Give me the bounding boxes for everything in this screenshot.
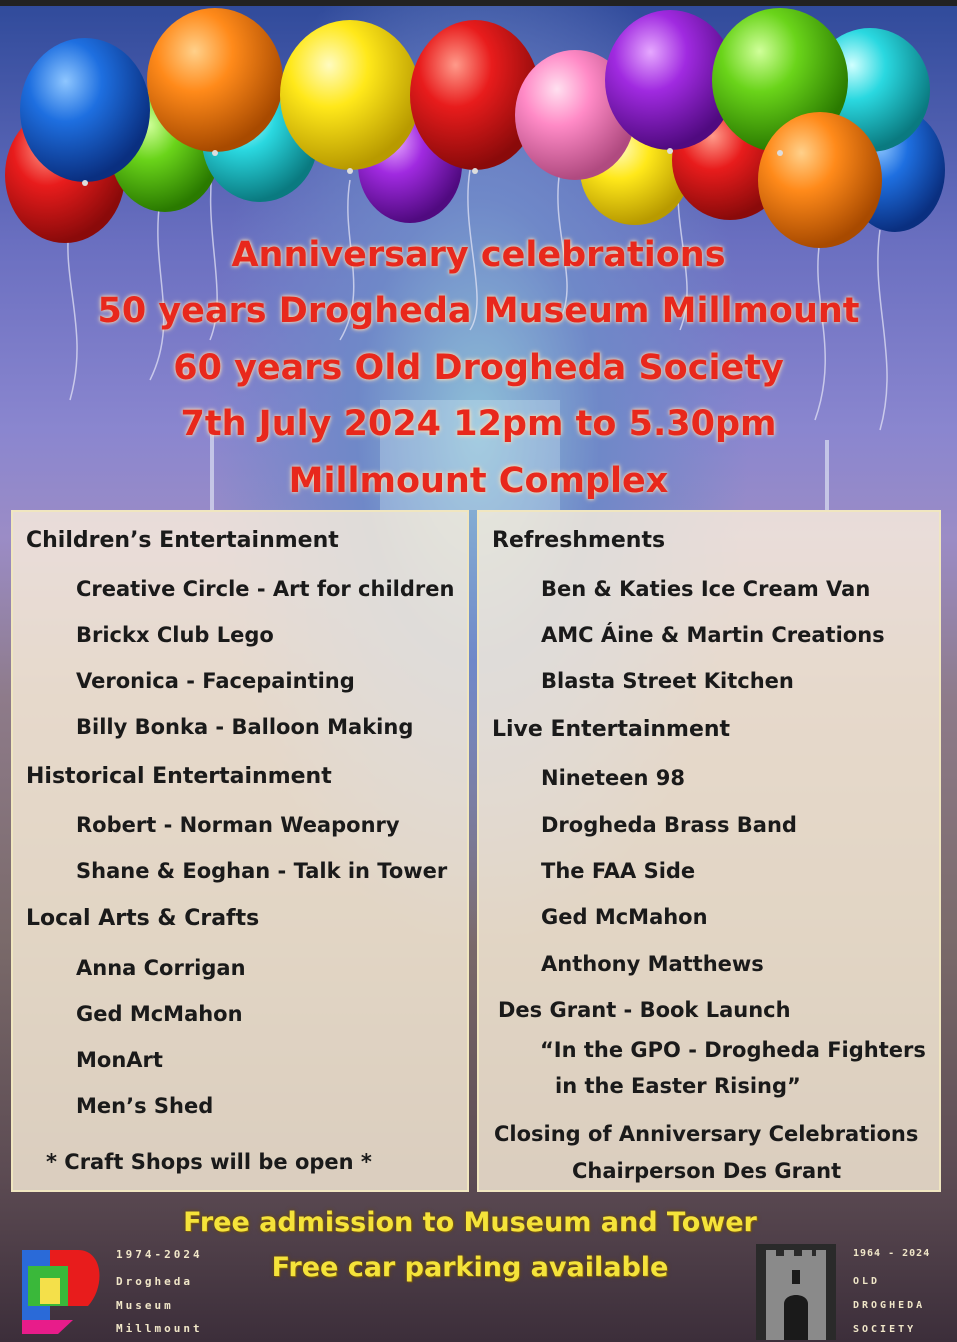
list-item: Shane & Eoghan - Talk in Tower [76, 859, 448, 883]
museum-logo-icon [18, 1246, 108, 1336]
list-item: Drogheda Brass Band [541, 813, 797, 837]
list-item: Veronica - Facepainting [76, 669, 355, 693]
book-launch-heading: Des Grant - Book Launch [498, 998, 791, 1022]
list-item: AMC Áine & Martin Creations [541, 623, 885, 647]
headline-venue: Millmount Complex [288, 461, 669, 501]
historical-entertainment-heading: Historical Entertainment [26, 764, 332, 789]
headline-date-time: 7th July 2024 12pm to 5.30pm [180, 404, 777, 444]
list-item: Creative Circle - Art for children [76, 577, 455, 601]
museum-logo-years: 1974-2024 [116, 1248, 203, 1261]
refreshments-heading: Refreshments [492, 528, 666, 553]
headline-anniversary: Anniversary celebrations [231, 235, 726, 275]
list-item: Blasta Street Kitchen [541, 669, 794, 693]
list-item: Men’s Shed [76, 1094, 214, 1118]
free-admission-text: Free admission to Museum and Tower [183, 1207, 757, 1238]
closing-ceremony-line-1: Closing of Anniversary Celebrations [494, 1122, 919, 1146]
local-arts-crafts-heading: Local Arts & Crafts [26, 906, 260, 931]
list-item: The FAA Side [541, 859, 696, 883]
live-entertainment-heading: Live Entertainment [492, 717, 731, 742]
society-logo-name-2: DROGHEDA [853, 1300, 926, 1311]
museum-logo-name-1: Drogheda [116, 1275, 193, 1288]
childrens-entertainment-heading: Children’s Entertainment [26, 528, 339, 553]
list-item: Brickx Club Lego [76, 623, 274, 647]
society-logo-name-1: OLD [853, 1276, 881, 1287]
list-item: Ged McMahon [541, 905, 708, 929]
society-logo-years: 1964 - 2024 [853, 1248, 931, 1259]
tower-icon [756, 1244, 836, 1340]
museum-logo-name-2: Museum [116, 1299, 174, 1312]
society-logo-name-3: SOCIETY [853, 1324, 917, 1335]
closing-ceremony-line-2: Chairperson Des Grant [572, 1159, 842, 1183]
list-item: Robert - Norman Weaponry [76, 813, 400, 837]
free-parking-text: Free car parking available [271, 1252, 669, 1283]
list-item: Nineteen 98 [541, 766, 685, 790]
list-item: Anthony Matthews [541, 952, 764, 976]
list-item: Anna Corrigan [76, 956, 246, 980]
list-item: Ben & Katies Ice Cream Van [541, 577, 871, 601]
book-title-line-2: in the Easter Rising” [555, 1074, 801, 1098]
museum-logo-name-3: Millmount [116, 1322, 203, 1335]
craft-shops-note: * Craft Shops will be open * [46, 1150, 372, 1174]
book-title-line-1: “In the GPO - Drogheda Fighters [540, 1038, 926, 1062]
list-item: Ged McMahon [76, 1002, 243, 1026]
left-program-panel [11, 510, 469, 1192]
headline-museum-50-years: 50 years Drogheda Museum Millmount [97, 291, 860, 331]
list-item: Billy Bonka - Balloon Making [76, 715, 414, 739]
list-item: MonArt [76, 1048, 163, 1072]
headline-society-60-years: 60 years Old Drogheda Society [173, 348, 784, 388]
